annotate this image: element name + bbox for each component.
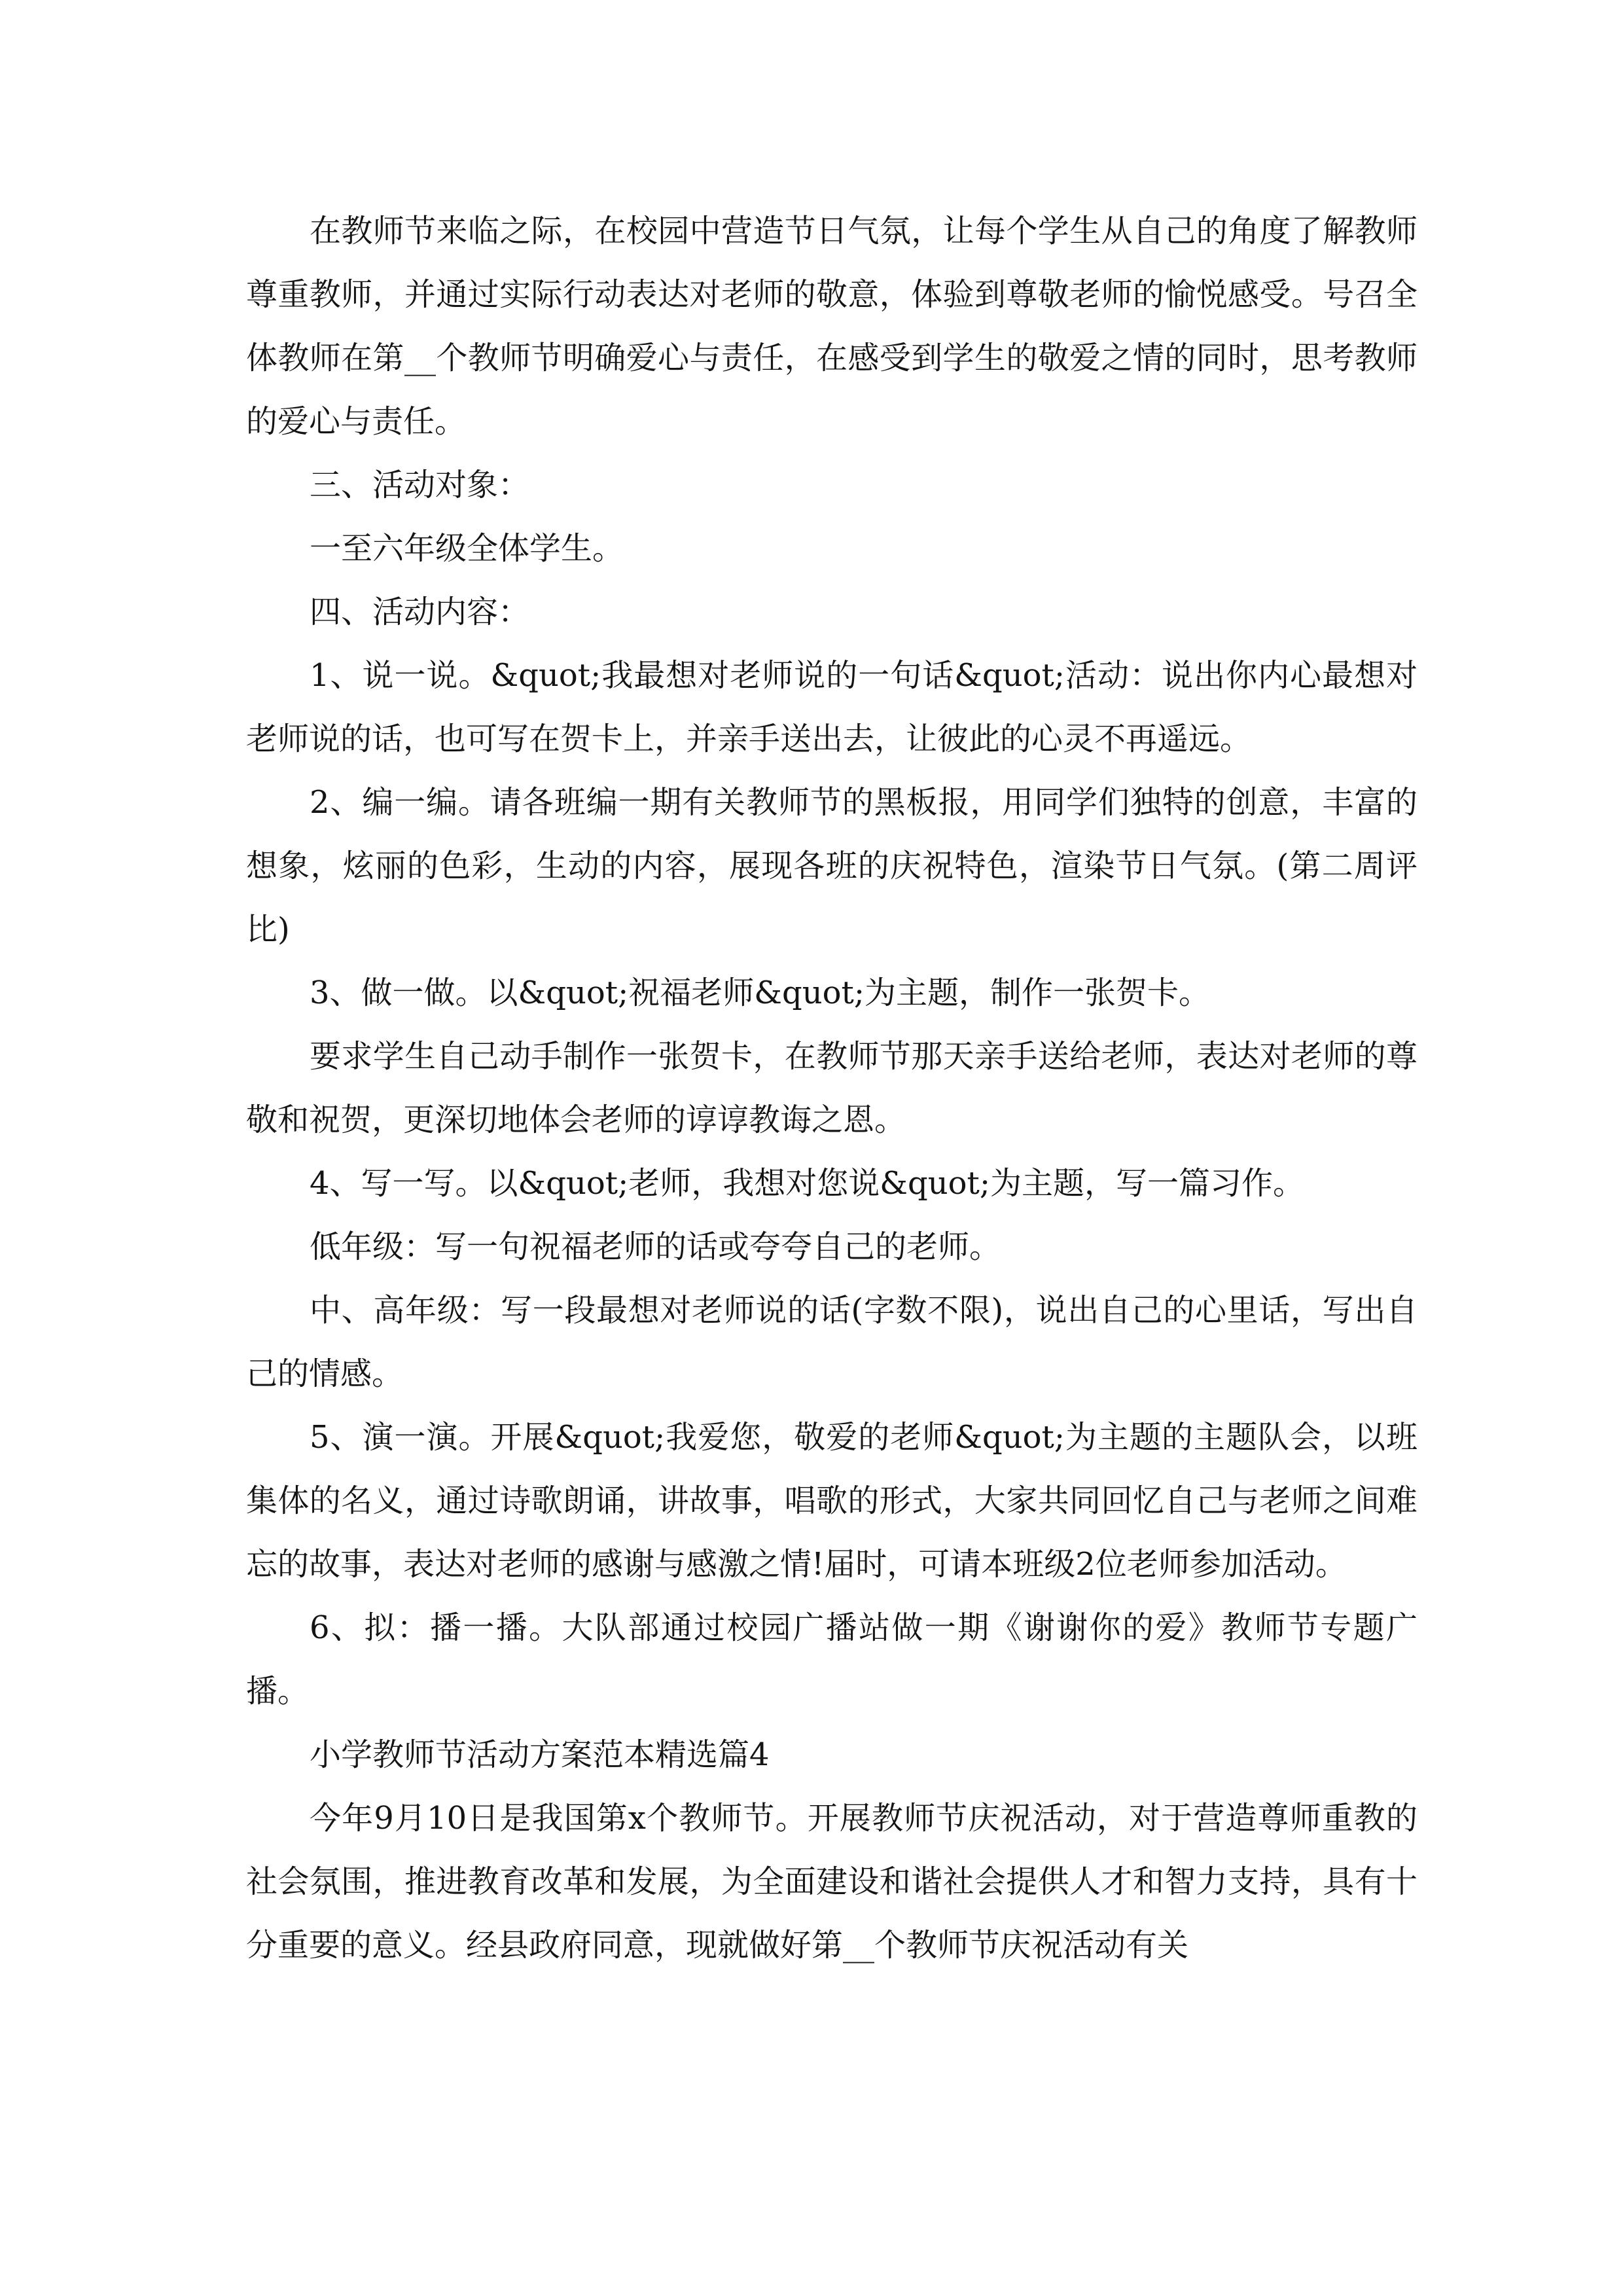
section-heading-activity-target: 三、活动对象： bbox=[310, 467, 530, 503]
paragraph-item-3-detail: 要求学生自己动手制作一张贺卡，在教师节那天亲手送给老师，表达对老师的尊敬和祝贺，更深切地体会老师的谆谆教诲之恩。 bbox=[246, 1038, 1418, 1138]
paragraph-activity-target: 一至六年级全体学生。 bbox=[310, 530, 624, 567]
section-title-part-4: 小学教师节活动方案范本精选篇4 bbox=[310, 1736, 770, 1773]
paragraph-part-4-body: 今年9月10日是我国第x个教师节。开展教师节庆祝活动，对于营造尊师重教的社会氛围，推进教育改革和发展，为全面建设和谐社会提供人才和智力支持，具有十分重要的意义。经县政府同意，现就做好第__个教师节庆祝活动有关 bbox=[246, 1800, 1418, 1964]
paragraph-item-4-mid-high-grade: 中、高年级：写一段最想对老师说的话(字数不限)，说出自己的心里话，写出自己的情感。 bbox=[246, 1292, 1418, 1392]
paragraph-item-3: 3、做一做。以&quot;祝福老师&quot;为主题，制作一张贺卡。 bbox=[310, 975, 1210, 1011]
paragraph-item-4: 4、写一写。以&quot;老师，我想对您说&quot;为主题，写一篇习作。 bbox=[310, 1165, 1304, 1202]
paragraph-item-5: 5、演一演。开展&quot;我爱您，敬爱的老师&quot;为主题的主题队会，以班集体的名义，通过诗歌朗诵，讲故事，唱歌的形式，大家共同回忆自己与老师之间难忘的故事，表达对老师的感谢与感激之情!届时，可请本班级2位老师参加活动。 bbox=[246, 1419, 1418, 1583]
paragraph-item-4-low-grade: 低年级：写一句祝福老师的话或夸夸自己的老师。 bbox=[310, 1229, 1001, 1265]
paragraph-item-6: 6、拟：播一播。大队部通过校园广播站做一期《谢谢你的爱》教师节专题广播。 bbox=[246, 1609, 1418, 1710]
paragraph-intro: 在教师节来临之际，在校园中营造节日气氛，让每个学生从自己的角度了解教师尊重教师，并通过实际行动表达对老师的敬意，体验到尊敬老师的愉悦感受。号召全体教师在第__个教师节明确爱心与责任，在感受到学生的敬爱之情的同时，思考教师的爱心与责任。 bbox=[246, 213, 1418, 440]
paragraph-item-1: 1、说一说。&quot;我最想对老师说的一句话&quot;活动：说出你内心最想对老师说的话，也可写在贺卡上，并亲手送出去，让彼此的心灵不再遥远。 bbox=[246, 657, 1418, 757]
document-body bbox=[246, 200, 1418, 1977]
paragraph-item-2: 2、编一编。请各班编一期有关教师节的黑板报，用同学们独特的创意，丰富的想象，炫丽的色彩，生动的内容，展现各班的庆祝特色，渲染节日气氛。(第二周评比) bbox=[246, 784, 1418, 948]
section-heading-activity-content: 四、活动内容： bbox=[310, 594, 530, 630]
